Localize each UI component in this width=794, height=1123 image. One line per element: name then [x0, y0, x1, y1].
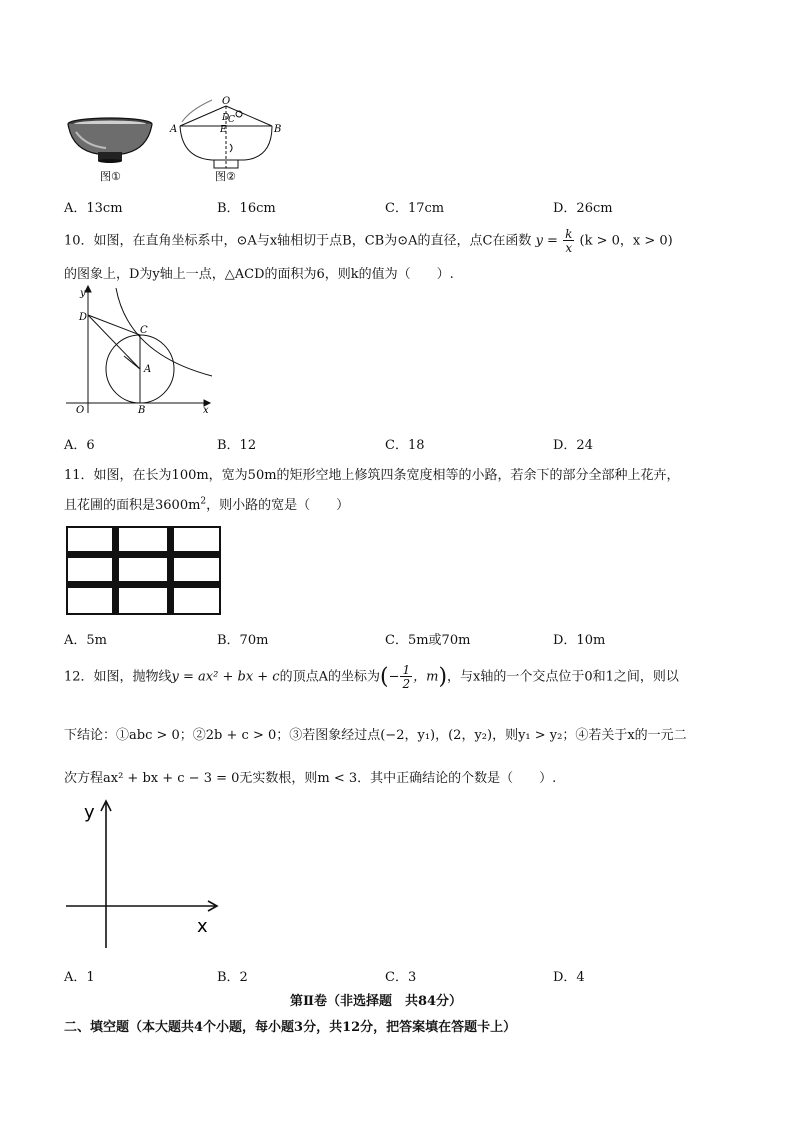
- q12-vx-den: 2: [402, 677, 411, 691]
- q12-axis-y: y: [84, 802, 95, 823]
- q11-option-b[interactable]: B．70m: [217, 633, 269, 648]
- q9-option-c[interactable]: C．17cm: [385, 201, 445, 216]
- q12-option-d[interactable]: D．4: [553, 970, 585, 985]
- q11-text2a: 且花圃的面积是3600m: [64, 498, 201, 513]
- q10-point-A: A: [144, 364, 152, 375]
- q10-stem-line1: [64, 228, 673, 254]
- q12-option-b[interactable]: B．2: [217, 970, 248, 985]
- q12-text1b: 的顶点A的坐标为: [279, 669, 380, 685]
- q12-paren-left: (: [379, 664, 389, 690]
- q9-option-d[interactable]: D．26cm: [553, 201, 613, 216]
- q10-option-d[interactable]: D．24: [553, 438, 593, 453]
- point-A: A: [170, 124, 178, 135]
- q12-vx-num: 1: [402, 663, 411, 677]
- q10-option-c[interactable]: C．18: [385, 438, 425, 453]
- q12-vy: ，m: [413, 669, 439, 685]
- q11-option-d[interactable]: D．10m: [553, 633, 606, 648]
- q12-stem-line3: 次方程ax² + bx + c − 3 = 0无实数根，则m < 3．其中正确结论的个数是（ ）.: [64, 771, 557, 786]
- q9-option-a[interactable]: A．13cm: [64, 201, 123, 216]
- q12-stem-line1: [64, 664, 679, 690]
- q12-vertex-fraction: [400, 664, 412, 690]
- q11-stem-line1: 11．如图，在长为100m，宽为50m的矩形空地上修筑四条宽度相等的小路，若余下的部分全部种上花卉，: [64, 468, 680, 483]
- bowl-photo: [68, 118, 152, 163]
- q10-frac-den: x: [565, 241, 573, 255]
- q12-axis-x: x: [197, 916, 208, 937]
- q10-point-D: D: [79, 312, 88, 323]
- q11-rectangle-figure: [66, 526, 222, 616]
- fill-in-section-heading: 二、填空题（本大题共4个小题，每小题3分，共12分，把答案填在答题卡上）: [64, 1020, 517, 1035]
- q12-option-c[interactable]: C．3: [385, 970, 417, 985]
- point-E: E: [220, 125, 227, 135]
- q10-fn-cond: (k > 0，x > 0): [579, 233, 673, 249]
- q10-figure: [62, 282, 222, 414]
- q12-text1a: 12．如图，抛物线: [64, 669, 172, 685]
- q10-stem-line2: 的图象上，D为y轴上一点，△ACD的面积为6，则k的值为（ ）.: [64, 267, 454, 282]
- q10-axis-x: x: [203, 405, 209, 414]
- q10-fn-y: y =: [535, 233, 558, 249]
- q10-point-B: B: [138, 405, 146, 414]
- q9-option-b[interactable]: B．16cm: [217, 201, 276, 216]
- q12-option-a[interactable]: A．1: [64, 970, 95, 985]
- q12-equation: y = ax² + bx + c: [171, 669, 280, 685]
- q10-option-a[interactable]: A．6: [64, 438, 95, 453]
- q11-sup: 2: [200, 496, 207, 507]
- bowl-figure: [62, 92, 292, 184]
- section2-title: 第Ⅱ卷（非选择题 共84分）: [290, 994, 463, 1009]
- q10-frac-num: k: [565, 227, 573, 241]
- q11-text2b: ，则小路的宽是（ ）: [206, 498, 350, 513]
- point-B: B: [274, 124, 282, 135]
- fig1-label: 图①: [100, 170, 121, 183]
- q11-option-c[interactable]: C．5m或70m: [385, 633, 471, 648]
- q10-axis-y: y: [80, 288, 86, 299]
- point-C: C: [228, 115, 235, 125]
- q11-option-a[interactable]: A．5m: [64, 633, 107, 648]
- q11-stem-line2: [64, 494, 349, 513]
- q10-point-C: C: [140, 325, 148, 336]
- q10-fraction: [563, 228, 574, 254]
- point-O: O: [222, 96, 231, 107]
- q12-paren-right: ): [438, 664, 448, 690]
- q10-option-b[interactable]: B．12: [217, 438, 257, 453]
- q12-text1c: ，与x轴的一个交点位于0和1之间，则以: [447, 669, 679, 685]
- q10-point-O: O: [76, 405, 85, 414]
- q12-axes-figure: [62, 796, 228, 952]
- fig2-label: 图②: [215, 170, 236, 183]
- q12-stem-line2: 下结论：①abc > 0；②2b + c > 0；③若图象经过点(−2，y₁)，(2，y₂)，则y₁ > y₂；④若关于x的一元二: [64, 728, 687, 743]
- q12-vx-sign: −: [388, 669, 400, 685]
- point-D: D: [222, 113, 230, 123]
- q10-text1: 10．如图，在直角坐标系中，⊙A与x轴相切于点B，CB为⊙A的直径，点C在函数: [64, 233, 532, 249]
